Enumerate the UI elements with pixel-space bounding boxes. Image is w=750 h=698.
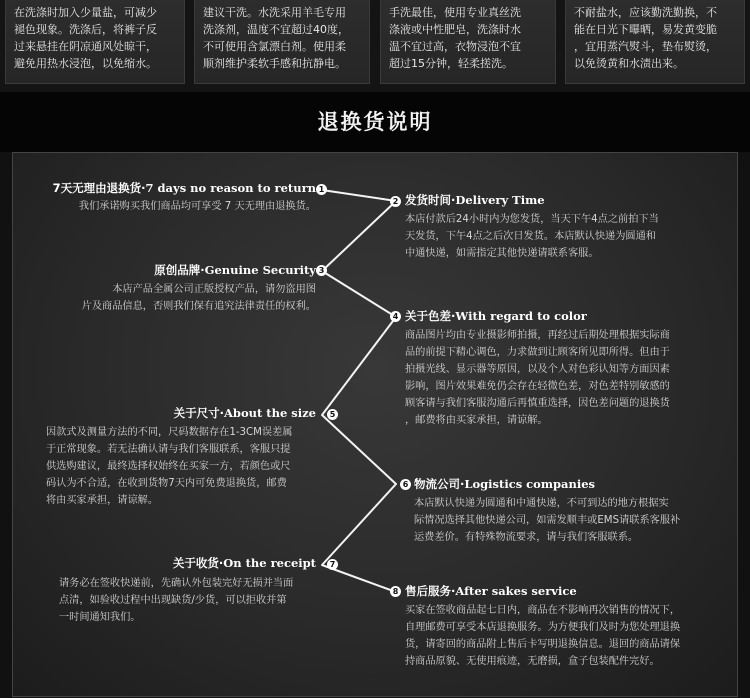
item-line: 自理邮费可享受本店退换服务。为方便我们及时为您处理退换: [405, 622, 681, 633]
item-heading: 7天无理由退换货·7 days no reason to return: [52, 181, 316, 195]
care-line: 以免烫黄和水渍出来。: [574, 57, 684, 70]
policy-item-brand: [33, 262, 316, 315]
item-line: ，邮费将由买家承担，请谅解。: [405, 415, 548, 426]
step-number-1: 1: [316, 184, 327, 195]
care-line: 洗涤剂，温度不宜超过40度，: [203, 23, 349, 36]
item-body: [405, 211, 659, 262]
return-policy-panel: [12, 152, 738, 697]
item-line: 商品图片均由专业摄影师拍摄，再经过后期处理根据实际商: [405, 330, 670, 341]
care-line: 建议干洗。水洗采用羊毛专用: [203, 6, 346, 19]
item-heading: 关于色差·With regard to color: [405, 309, 587, 323]
item-heading: 物流公司·Logistics companies: [414, 477, 596, 491]
item-line: 供选购建议，最终选择权始终在买家一方，若颜色或尺: [46, 461, 291, 472]
item-line: 点清，如验收过程中出现缺货/少货，可以拒收并第: [59, 595, 287, 606]
item-line: 本店默认快递为圆通和中通快递，不可到达的地方根据实: [414, 498, 669, 509]
care-line: 避免用热水浸泡，以免缩水。: [14, 57, 157, 70]
care-line: ，宜用蒸汽熨斗，垫布熨烫，: [574, 40, 717, 53]
item-body: [405, 602, 680, 670]
item-heading: 售后服务·After sakes service: [405, 584, 577, 598]
item-line: 中通快递，如需指定其他快递请联系客服。: [405, 248, 599, 259]
policy-item-logistics: [414, 476, 680, 546]
policy-item-size: [46, 405, 316, 509]
item-body: [59, 575, 316, 626]
item-line: 品的前提下精心调色，力求做到让顾客所见即所得。但由于: [405, 347, 670, 358]
policy-item-delivery: [405, 192, 659, 262]
item-body: [405, 327, 670, 429]
item-line: 拍摄光线、显示器等原因，以及个人对色彩认知等方面因素: [405, 364, 670, 375]
care-line: 能在日光下曝晒，易发黄变脆: [574, 23, 717, 36]
policy-item-return: [33, 180, 316, 215]
item-line: 际情况选择其他快递公司，如需发顺丰或EMS请联系客服补: [414, 515, 681, 526]
item-line: 影响，图片效果难免仍会存在轻微色差，对色差特别敏感的: [405, 381, 670, 392]
item-line: 本店产品全属公司正版授权产品，请勿盗用图: [112, 284, 316, 295]
item-line: 我们承诺购买我们商品均可享受 7 天无理由退换货。: [78, 201, 316, 212]
item-line: 顾客请与我们客服沟通后再慎重选择，因色差问题的退换货: [405, 398, 670, 409]
item-line: 因款式及测量方法的不同，尺码数据存在1-3CM误差属: [46, 427, 293, 438]
step-number-3: 3: [316, 265, 327, 276]
care-line: 涤液或中性肥皂，洗涤时水: [389, 23, 521, 36]
care-line: 超过15分钟，轻柔搓洗。: [389, 57, 513, 70]
care-box-1: [5, 0, 185, 84]
item-line: 片及商品信息，否则我们保有追究法律责任的权利。: [81, 301, 316, 312]
item-body: [414, 495, 680, 546]
connector-polyline: [322, 190, 396, 592]
care-line: 褪色现象。洗涤后，将裤子反: [14, 23, 157, 36]
item-line: 买家在签收商品起七日内，商品在不影响再次销售的情况下，: [405, 605, 681, 616]
policy-item-color: [405, 308, 670, 429]
item-line: 一时间通知我们。: [59, 612, 141, 623]
care-line: 顺剂维护柔软手感和抗静电。: [203, 57, 346, 70]
care-line: 在洗涤时加入少量盐，可减少: [14, 6, 157, 19]
care-line: 温不宜过高，衣物浸泡不宜: [389, 40, 521, 53]
step-number-6: 6: [400, 479, 411, 490]
item-line: 码认为不合适，在收到货物7天内可免费退换货，邮费: [46, 478, 287, 489]
item-line: 天发货，下午4点之后次日发货。本店默认快递为圆通和: [405, 231, 656, 242]
step-number-7: 7: [327, 559, 338, 570]
item-heading: 关于尺寸·About the size: [173, 406, 316, 420]
item-line: 货，请寄回的商品附上售后卡写明退换信息。退回的商品请保: [405, 639, 681, 650]
item-line: 请务必在签收快递前，先确认外包装完好无损并当面: [59, 578, 294, 589]
section-title: 退换货说明: [317, 110, 433, 134]
section-title-band: [0, 92, 750, 152]
care-line: 不可使用含氯漂白剂。使用柔: [203, 40, 346, 53]
step-number-8: 8: [390, 586, 401, 597]
item-heading: 关于收货·On the receipt: [172, 556, 316, 570]
care-box-4: [565, 0, 745, 84]
care-line: 不耐盐水，应该勤洗勤换，不: [574, 6, 717, 19]
item-line: 本店付款后24小时内为您发货，当天下午4点之前拍下当: [405, 214, 659, 225]
care-line: 过来悬挂在阴凉通风处晾干，: [14, 40, 157, 53]
care-box-3: [380, 0, 556, 84]
item-line: 将由买家承担，请谅解。: [46, 495, 159, 506]
care-line: 手洗最佳，使用专业真丝洗: [389, 6, 521, 19]
care-instructions-strip: [0, 0, 750, 92]
policy-item-receipt: [59, 555, 316, 626]
item-line: 运费差价。有特殊物流要求，请与我们客服联系。: [414, 532, 639, 543]
item-heading: 发货时间·Delivery Time: [405, 193, 545, 207]
care-box-2: [194, 0, 370, 84]
step-number-5: 5: [327, 409, 338, 420]
step-number-2: 2: [390, 196, 401, 207]
step-number-4: 4: [390, 311, 401, 322]
item-line: 持商品原貌、无使用痕迹，无磨损，盒子包装配件完好。: [405, 656, 660, 667]
item-heading: 原创品牌·Genuine Security: [154, 263, 316, 277]
item-body: [33, 198, 316, 215]
policy-item-after-sales: [405, 583, 680, 670]
item-body: [46, 424, 316, 509]
item-line: 于正常现象。若无法确认请与我们客服联系，客服只提: [46, 444, 291, 455]
item-body: [33, 281, 316, 315]
